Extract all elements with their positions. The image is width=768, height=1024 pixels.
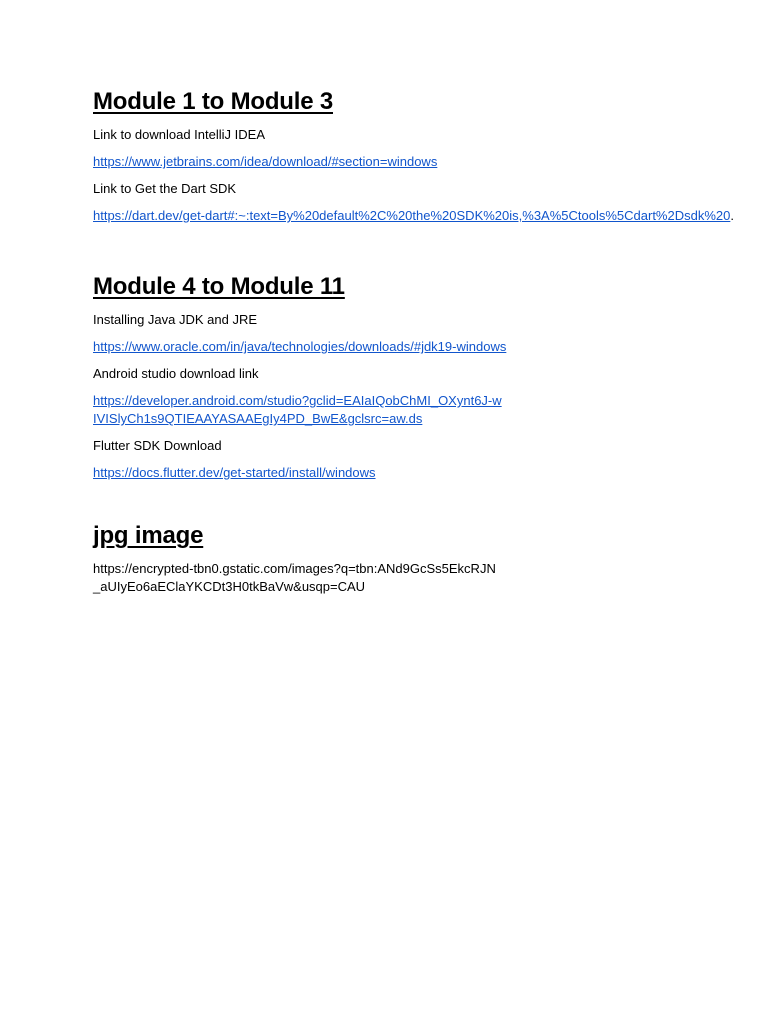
- spacer: [93, 455, 733, 464]
- spacer: [93, 356, 733, 365]
- heading-module-4-to-11: Module 4 to Module 11: [93, 273, 345, 300]
- link-intellij-download[interactable]: https://www.jetbrains.com/idea/download/#section=windows: [93, 154, 438, 169]
- spacer: [93, 144, 733, 153]
- spacer: [93, 329, 733, 338]
- spacer: [93, 303, 733, 311]
- spacer: [93, 225, 733, 271]
- spacer: [93, 383, 733, 392]
- spacer: [93, 552, 733, 560]
- jpg-image-url-text: https://encrypted-tbn0.gstatic.com/images?q=tbn:ANd9GcSs5EkcRJN_aUIyEo6aEClaYKCDt3H0tkBaVw&usqp=CAU: [93, 561, 496, 594]
- link-android-studio[interactable]: https://developer.android.com/studio?gclid=EAIaIQobChMI_OXynt6J-wIVISlyCh1s9QTIEAAYASAAEgIy4PD_BwE&gclsrc=aw.ds: [93, 393, 502, 426]
- label-java-jdk: Installing Java JDK and JRE: [93, 312, 258, 327]
- link-flutter-sdk[interactable]: https://docs.flutter.dev/get-started/install/windows: [93, 465, 376, 480]
- link-java-jdk[interactable]: https://www.oracle.com/in/java/technologies/downloads/#jdk19-windows: [93, 339, 507, 354]
- spacer: [93, 118, 733, 126]
- heading-jpg-image: jpg image: [93, 522, 204, 549]
- label-flutter-sdk: Flutter SDK Download: [93, 438, 222, 453]
- spacer: [93, 198, 733, 207]
- heading-module-1-to-3: Module 1 to Module 3: [93, 88, 333, 115]
- spacer: [93, 428, 733, 437]
- document-content: [93, 86, 733, 596]
- link-dart-sdk[interactable]: https://dart.dev/get-dart#:~:text=By%20default%2C%20the%20SDK%20is,%3A%5Ctools%5Cdart%2Dsdk%20: [93, 208, 731, 223]
- label-android-studio: Android studio download link: [93, 366, 259, 381]
- trailing-period: .: [730, 208, 734, 223]
- label-intellij-download: Link to download IntelliJ IDEA: [93, 127, 265, 142]
- label-dart-sdk: Link to Get the Dart SDK: [93, 181, 237, 196]
- dart-sdk-link-line: [93, 207, 733, 225]
- spacer: [93, 171, 733, 180]
- spacer: [93, 482, 733, 520]
